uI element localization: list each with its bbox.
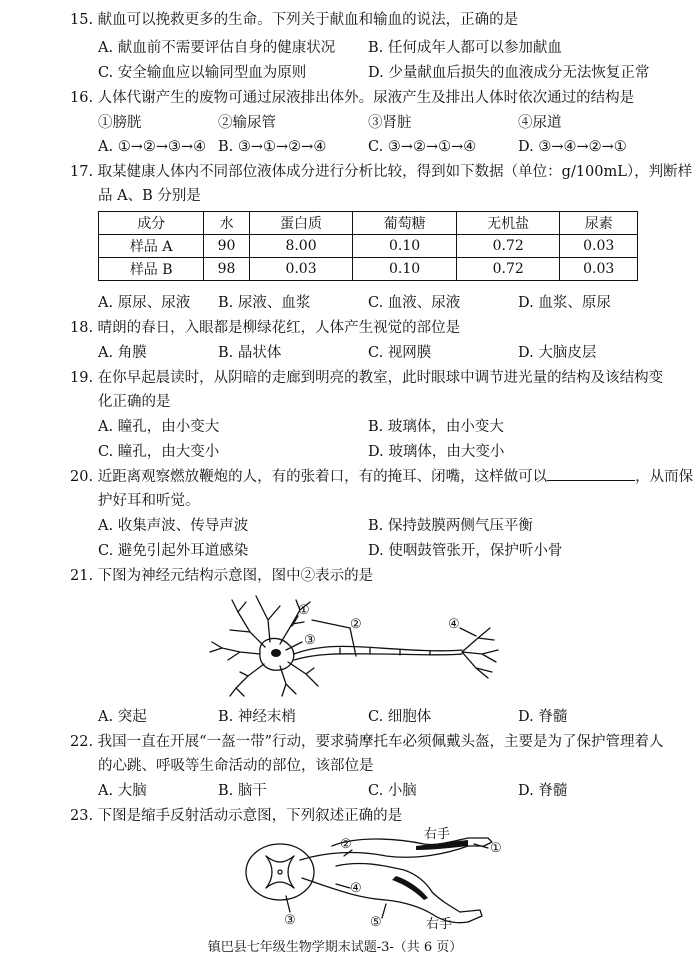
q20-answer-blank[interactable] — [547, 466, 635, 481]
table-header-cell: 水 — [204, 212, 249, 235]
q21-stem: 21. 下图为神经元结构示意图，图中②表示的是 — [70, 568, 374, 584]
q22-stem-line1: 22. 我国一直在开展“一盔一带”行动，要求骑摩托车必须佩戴头盔，主要是为了保护管理着人 — [70, 734, 664, 750]
q19-option-c[interactable]: C. 瞳孔，由大变小 — [98, 444, 220, 460]
q16-item-1: ①膀胱 — [98, 115, 142, 131]
q16-option-d[interactable]: D. ③→④→②→① — [518, 139, 627, 155]
hand-label-top: 右手 — [424, 827, 451, 842]
table-row — [99, 235, 638, 258]
q20-option-b[interactable]: B. 保持鼓膜两侧气压平衡 — [368, 518, 533, 534]
q21-option-a[interactable]: A. 突起 — [98, 709, 147, 725]
neuron-label-2: ② — [350, 617, 362, 632]
q17-stem-line1: 17. 取某健康人体内不同部位液体成分进行分析比较，得到如下数据（单位：g/100mL），判断样 — [70, 164, 693, 180]
q20-stem-part1: 20. 近距离观察燃放鞭炮的人，有的张着口，有的掩耳、闭嘴，这样做可以 — [70, 469, 548, 485]
q15-option-d[interactable]: D. 少量献血后损失的血液成分无法恢复正常 — [368, 65, 650, 81]
q22-option-b[interactable]: B. 脑干 — [218, 783, 267, 799]
q16-item-3: ③肾脏 — [368, 115, 412, 131]
neuron-diagram — [200, 592, 520, 704]
q22-stem-line2: 的心跳、呼吸等生命活动的部位，该部位是 — [98, 758, 374, 774]
neuron-label-4: ④ — [448, 617, 460, 632]
reflex-label-2: ② — [340, 837, 352, 852]
table-header-cell: 无机盐 — [456, 212, 560, 235]
table-row — [99, 258, 638, 281]
q21-option-b[interactable]: B. 神经末梢 — [218, 709, 296, 725]
q17-option-d[interactable]: D. 血浆、原尿 — [518, 295, 611, 311]
q19-option-d[interactable]: D. 玻璃体，由大变小 — [368, 444, 505, 460]
q23-stem: 23. 下图是缩手反射活动示意图，下列叙述正确的是 — [70, 808, 403, 824]
effector-highlight — [392, 876, 428, 900]
q19-stem-line1: 19. 在你早起晨读时，从阴暗的走廊到明亮的教室，此时眼球中调节进光量的结构及该结构变 — [70, 370, 664, 386]
table-cell: 0.03 — [249, 258, 353, 281]
table-header-cell: 尿素 — [560, 212, 638, 235]
q22-option-a[interactable]: A. 大脑 — [98, 783, 147, 799]
q20-stem-line1 — [70, 466, 693, 488]
table-cell: 0.72 — [456, 235, 560, 258]
reflex-label-4: ④ — [350, 881, 362, 896]
table-header-cell: 成分 — [99, 212, 204, 235]
q18-stem: 18. 晴朗的春日，入眼都是柳绿花红，人体产生视觉的部位是 — [70, 320, 461, 336]
q17-option-c[interactable]: C. 血液、尿液 — [368, 295, 461, 311]
reflex-label-5: ⑤ — [370, 915, 382, 930]
q15-option-c[interactable]: C. 安全输血应以输同型血为原则 — [98, 65, 307, 81]
q22-option-c[interactable]: C. 小脑 — [368, 783, 417, 799]
table-cell: 样品 A — [99, 235, 204, 258]
q15-option-a[interactable]: A. 献血前不需要评估自身的健康状况 — [98, 40, 336, 56]
table-cell: 8.00 — [249, 235, 353, 258]
table-header-cell: 葡萄糖 — [353, 212, 457, 235]
neuron-nucleus — [271, 649, 281, 657]
q17-option-a[interactable]: A. 原尿、尿液 — [98, 295, 191, 311]
q17-option-b[interactable]: B. 尿液、血浆 — [218, 295, 311, 311]
reflex-arc-diagram — [236, 826, 506, 930]
q16-option-c[interactable]: C. ③→②→①→④ — [368, 139, 477, 155]
neuron-label-1: ① — [298, 603, 310, 618]
q18-option-c[interactable]: C. 视网膜 — [368, 345, 432, 361]
table-cell: 0.10 — [353, 258, 457, 281]
table-cell: 90 — [204, 235, 249, 258]
q20-stem-part2: ，从而保 — [635, 469, 693, 485]
q15-option-b[interactable]: B. 任何成年人都可以参加献血 — [368, 40, 562, 56]
q15-stem: 15. 献血可以挽救更多的生命。下列关于献血和输血的说法，正确的是 — [70, 12, 519, 28]
q19-stem-line2: 化正确的是 — [98, 394, 171, 410]
q19-option-b[interactable]: B. 玻璃体，由小变大 — [368, 419, 504, 435]
q19-option-a[interactable]: A. 瞳孔，由小变大 — [98, 419, 220, 435]
neuron-label-3: ③ — [304, 633, 316, 648]
table-cell: 0.03 — [560, 235, 638, 258]
page-footer: 镇巴县七年级生物学期末试题-3-（共 6 页） — [207, 940, 463, 955]
q22-option-d[interactable]: D. 脊髓 — [518, 783, 568, 799]
q16-option-b[interactable]: B. ③→①→②→④ — [218, 139, 327, 155]
q20-option-a[interactable]: A. 收集声波、传导声波 — [98, 518, 249, 534]
table-cell: 0.03 — [560, 258, 638, 281]
hand-label-bottom: 右手 — [426, 917, 453, 932]
q20-option-c[interactable]: C. 避免引起外耳道感染 — [98, 543, 249, 559]
q16-stem: 16. 人体代谢产生的废物可通过尿液排出体外。尿液产生及排出人体时依次通过的结构是 — [70, 90, 635, 106]
q17-data-table — [98, 211, 638, 281]
reflex-label-1: ① — [490, 841, 502, 856]
table-header-row — [99, 212, 638, 235]
table-header-cell: 蛋白质 — [249, 212, 353, 235]
reflex-label-3: ③ — [284, 913, 296, 928]
q18-option-a[interactable]: A. 角膜 — [98, 345, 147, 361]
table-cell: 98 — [204, 258, 249, 281]
q20-stem-line2: 护好耳和听觉。 — [98, 493, 200, 509]
table-cell: 0.72 — [456, 258, 560, 281]
q20-option-d[interactable]: D. 使咽鼓管张开，保护听小骨 — [368, 543, 563, 559]
q17-stem-line2: 品 A、B 分别是 — [98, 188, 201, 204]
q16-item-2: ②输尿管 — [218, 115, 276, 131]
q16-item-4: ④尿道 — [518, 115, 562, 131]
q18-option-d[interactable]: D. 大脑皮层 — [518, 345, 597, 361]
table-cell: 样品 B — [99, 258, 204, 281]
q21-option-d[interactable]: D. 脊髓 — [518, 709, 568, 725]
q18-option-b[interactable]: B. 晶状体 — [218, 345, 282, 361]
q16-option-a[interactable]: A. ①→②→③→④ — [98, 139, 207, 155]
table-cell: 0.10 — [353, 235, 457, 258]
q21-option-c[interactable]: C. 细胞体 — [368, 709, 432, 725]
